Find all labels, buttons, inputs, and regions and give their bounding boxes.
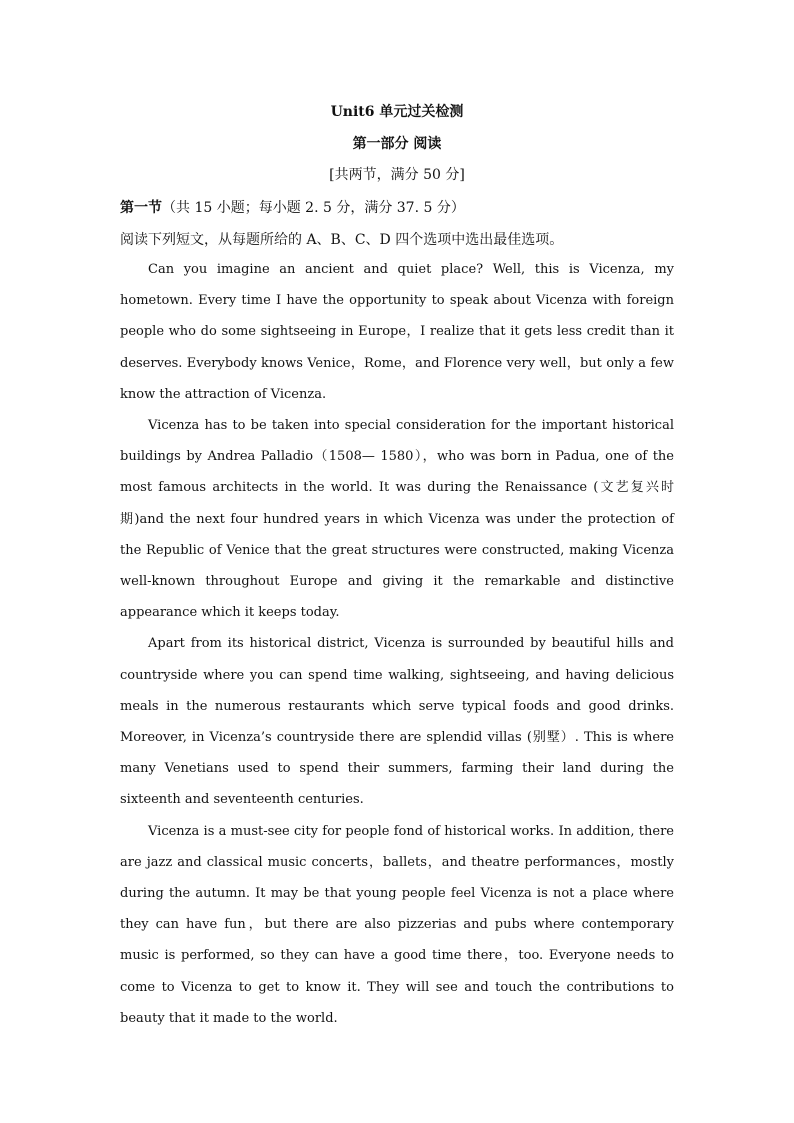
passage-paragraph-2: Vicenza has to be taken into special consideration for the important historical buildings by Andrea Palladio（1508— 1580），who was born in Padua, one of the most famous architects in the world. It was during the Renaissance (文艺复兴时期)and the next four hundred years in which Vicenza was under the protection of the Republic of Venice that the great structures were constructed, making Vicenza well-known throughout Europe and giving it the remarkable and distinctive appearance which it keeps today. <box>120 418 674 621</box>
section-heading <box>120 193 674 224</box>
unit-title: Unit6 单元过关检测 <box>330 104 464 120</box>
section-info: （共 15 小题；每小题 2. 5 分，满分 37. 5 分） <box>162 200 465 216</box>
part-title: 第一部分 阅读 <box>352 136 442 152</box>
reading-passage <box>120 254 674 1034</box>
section-label: 第一节 <box>120 200 162 216</box>
passage-paragraph-3: Apart from its historical district, Vicenza is surrounded by beautiful hills and countryside where you can spend time walking, sightseeing, and having delicious meals in the numerous restaurants which serve typical foods and good drinks. Moreover, in Vicenza’s countryside there are splendid villas (别墅）. This is where many Venetians used to spend their summers, farming their land during the sixteenth and seventeenth centuries. <box>120 636 674 808</box>
passage-paragraph-4: Vicenza is a must-see city for people fond of historical works. In addition, there are jazz and classical music concerts，ballets，and theatre performances，mostly during the autumn. It may be that young people feel Vicenza is not a place where they can have fun，but there are also pizzerias and pubs where contemporary music is performed, so they can have a good time there，too. Everyone needs to come to Vicenza to get to know it. They will see and touch the contributions to beauty that it made to the world. <box>120 823 674 1026</box>
part-info: [共两节，满分 50 分] <box>329 167 465 183</box>
section-instruction: 阅读下列短文，从每题所给的 A、B、C、D 四个选项中选出最佳选项。 <box>120 232 564 248</box>
passage-paragraph-1: Can you imagine an ancient and quiet place? Well, this is Vicenza, my hometown. Every time I have the opportunity to speak about Vicenza with foreign people who do some sightseeing in Europe，I realize that it gets less credit than it deserves. Everybody knows Venice，Rome，and Florence very well，but only a few know the attraction of Vicenza. <box>120 262 674 402</box>
